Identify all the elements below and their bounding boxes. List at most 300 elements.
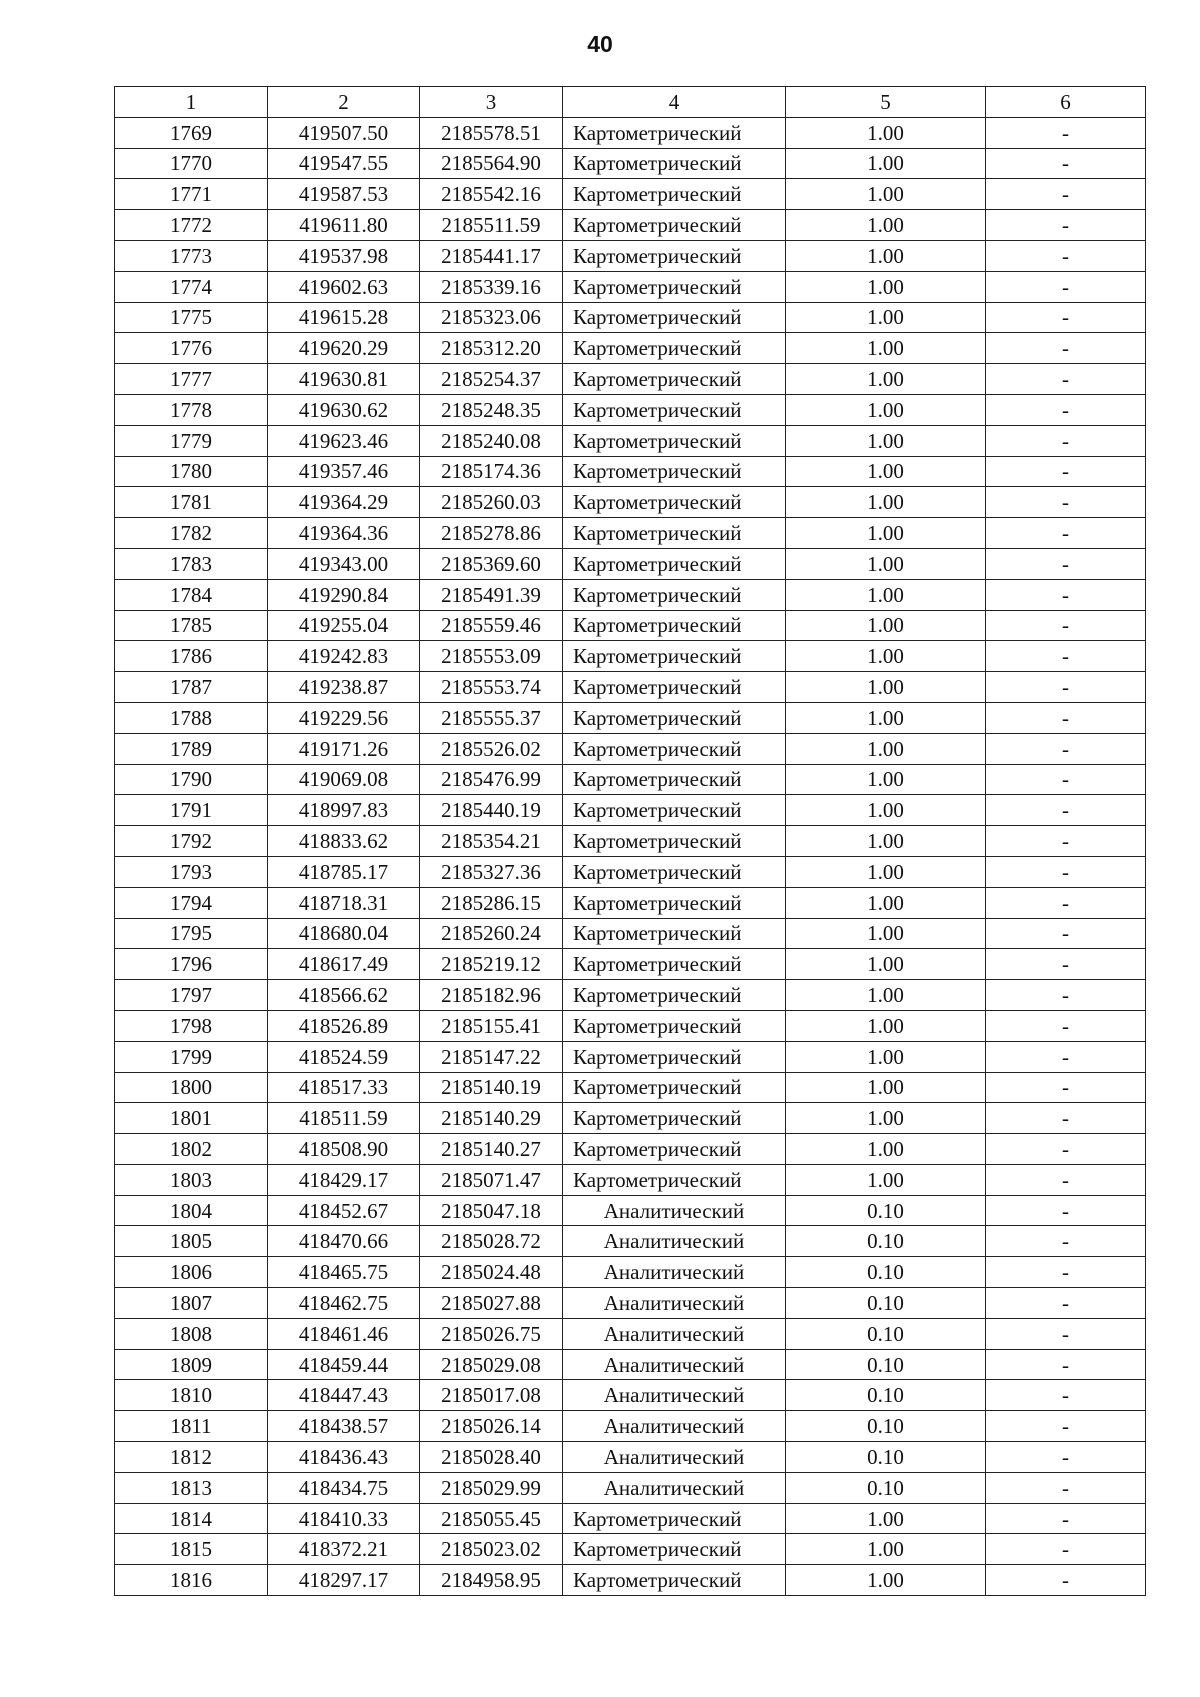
cell-coord-y: 2185174.36 xyxy=(420,456,563,487)
cell-point-number: 1797 xyxy=(115,980,268,1011)
cell-method: Картометрический xyxy=(563,1010,786,1041)
cell-coord-x: 418718.31 xyxy=(268,887,420,918)
cell-point-number: 1805 xyxy=(115,1226,268,1257)
cell-point-number: 1804 xyxy=(115,1195,268,1226)
cell-coord-y: 2185542.16 xyxy=(420,179,563,210)
cell-accuracy: 1.00 xyxy=(786,210,986,241)
cell-coord-y: 2185027.88 xyxy=(420,1288,563,1319)
cell-accuracy: 1.00 xyxy=(786,1103,986,1134)
cell-note: - xyxy=(986,487,1146,518)
cell-coord-y: 2185354.21 xyxy=(420,826,563,857)
cell-note: - xyxy=(986,364,1146,395)
cell-point-number: 1807 xyxy=(115,1288,268,1319)
cell-coord-y: 2185526.02 xyxy=(420,733,563,764)
cell-point-number: 1796 xyxy=(115,949,268,980)
cell-point-number: 1774 xyxy=(115,271,268,302)
header-cell-4: 4 xyxy=(563,87,786,118)
table-row xyxy=(115,302,1146,333)
cell-point-number: 1776 xyxy=(115,333,268,364)
cell-method: Картометрический xyxy=(563,610,786,641)
cell-accuracy: 1.00 xyxy=(786,795,986,826)
cell-coord-y: 2185028.72 xyxy=(420,1226,563,1257)
cell-accuracy: 1.00 xyxy=(786,1041,986,1072)
cell-accuracy: 1.00 xyxy=(786,394,986,425)
cell-coord-y: 2185182.96 xyxy=(420,980,563,1011)
cell-method: Картометрический xyxy=(563,487,786,518)
cell-coord-y: 2185339.16 xyxy=(420,271,563,302)
cell-point-number: 1811 xyxy=(115,1411,268,1442)
cell-method: Картометрический xyxy=(563,702,786,733)
cell-accuracy: 1.00 xyxy=(786,487,986,518)
cell-point-number: 1777 xyxy=(115,364,268,395)
cell-coord-x: 419623.46 xyxy=(268,425,420,456)
cell-accuracy: 1.00 xyxy=(786,949,986,980)
table-header xyxy=(115,87,1146,118)
cell-point-number: 1772 xyxy=(115,210,268,241)
cell-point-number: 1779 xyxy=(115,425,268,456)
cell-point-number: 1782 xyxy=(115,518,268,549)
cell-note: - xyxy=(986,672,1146,703)
cell-coord-x: 419364.29 xyxy=(268,487,420,518)
cell-method: Картометрический xyxy=(563,641,786,672)
cell-note: - xyxy=(986,1380,1146,1411)
cell-accuracy: 1.00 xyxy=(786,271,986,302)
cell-method: Картометрический xyxy=(563,425,786,456)
table-row xyxy=(115,179,1146,210)
table-row xyxy=(115,887,1146,918)
cell-accuracy: 0.10 xyxy=(786,1195,986,1226)
cell-method: Картометрический xyxy=(563,1072,786,1103)
table-row xyxy=(115,641,1146,672)
cell-point-number: 1799 xyxy=(115,1041,268,1072)
cell-coord-x: 419630.62 xyxy=(268,394,420,425)
cell-method: Картометрический xyxy=(563,456,786,487)
cell-method: Картометрический xyxy=(563,518,786,549)
cell-note: - xyxy=(986,1565,1146,1596)
cell-coord-x: 419364.36 xyxy=(268,518,420,549)
cell-coord-x: 418470.66 xyxy=(268,1226,420,1257)
cell-coord-x: 419255.04 xyxy=(268,610,420,641)
cell-point-number: 1802 xyxy=(115,1134,268,1165)
cell-note: - xyxy=(986,179,1146,210)
cell-coord-x: 419602.63 xyxy=(268,271,420,302)
cell-note: - xyxy=(986,394,1146,425)
cell-coord-x: 418434.75 xyxy=(268,1472,420,1503)
cell-accuracy: 1.00 xyxy=(786,179,986,210)
cell-point-number: 1787 xyxy=(115,672,268,703)
cell-coord-y: 2185028.40 xyxy=(420,1442,563,1473)
table-row xyxy=(115,456,1146,487)
cell-accuracy: 1.00 xyxy=(786,240,986,271)
cell-coord-y: 2185260.03 xyxy=(420,487,563,518)
table-row xyxy=(115,1041,1146,1072)
cell-coord-y: 2185564.90 xyxy=(420,148,563,179)
cell-coord-x: 418372.21 xyxy=(268,1534,420,1565)
cell-coord-y: 2185553.09 xyxy=(420,641,563,672)
cell-point-number: 1809 xyxy=(115,1349,268,1380)
cell-coord-y: 2185441.17 xyxy=(420,240,563,271)
cell-method: Картометрический xyxy=(563,980,786,1011)
cell-coord-x: 418511.59 xyxy=(268,1103,420,1134)
cell-point-number: 1791 xyxy=(115,795,268,826)
cell-method: Картометрический xyxy=(563,1134,786,1165)
cell-coord-y: 2185029.99 xyxy=(420,1472,563,1503)
cell-coord-y: 2185476.99 xyxy=(420,764,563,795)
table-row xyxy=(115,980,1146,1011)
cell-point-number: 1800 xyxy=(115,1072,268,1103)
cell-note: - xyxy=(986,1103,1146,1134)
cell-note: - xyxy=(986,1442,1146,1473)
cell-coord-x: 418566.62 xyxy=(268,980,420,1011)
cell-accuracy: 1.00 xyxy=(786,1164,986,1195)
cell-note: - xyxy=(986,641,1146,672)
cell-method: Картометрический xyxy=(563,148,786,179)
cell-accuracy: 0.10 xyxy=(786,1411,986,1442)
cell-accuracy: 1.00 xyxy=(786,733,986,764)
cell-accuracy: 0.10 xyxy=(786,1257,986,1288)
cell-coord-x: 419620.29 xyxy=(268,333,420,364)
cell-accuracy: 1.00 xyxy=(786,364,986,395)
cell-point-number: 1793 xyxy=(115,856,268,887)
cell-coord-y: 2185248.35 xyxy=(420,394,563,425)
cell-coord-x: 418297.17 xyxy=(268,1565,420,1596)
cell-coord-y: 2185254.37 xyxy=(420,364,563,395)
cell-accuracy: 0.10 xyxy=(786,1380,986,1411)
cell-coord-x: 418833.62 xyxy=(268,826,420,857)
cell-note: - xyxy=(986,795,1146,826)
table-row xyxy=(115,548,1146,579)
cell-point-number: 1813 xyxy=(115,1472,268,1503)
cell-coord-y: 2184958.95 xyxy=(420,1565,563,1596)
cell-accuracy: 1.00 xyxy=(786,641,986,672)
cell-coord-y: 2185327.36 xyxy=(420,856,563,887)
cell-point-number: 1780 xyxy=(115,456,268,487)
cell-note: - xyxy=(986,1164,1146,1195)
cell-method: Картометрический xyxy=(563,764,786,795)
cell-accuracy: 1.00 xyxy=(786,764,986,795)
header-cell-1: 1 xyxy=(115,87,268,118)
table-row xyxy=(115,394,1146,425)
cell-note: - xyxy=(986,764,1146,795)
cell-note: - xyxy=(986,240,1146,271)
cell-coord-y: 2185071.47 xyxy=(420,1164,563,1195)
cell-coord-x: 418459.44 xyxy=(268,1349,420,1380)
cell-accuracy: 1.00 xyxy=(786,610,986,641)
cell-coord-x: 418462.75 xyxy=(268,1288,420,1319)
cell-method: Картометрический xyxy=(563,1503,786,1534)
cell-coord-y: 2185026.14 xyxy=(420,1411,563,1442)
cell-point-number: 1771 xyxy=(115,179,268,210)
cell-accuracy: 1.00 xyxy=(786,579,986,610)
cell-coord-y: 2185140.19 xyxy=(420,1072,563,1103)
cell-coord-x: 419171.26 xyxy=(268,733,420,764)
cell-coord-x: 418524.59 xyxy=(268,1041,420,1072)
table-row xyxy=(115,1503,1146,1534)
cell-coord-x: 418680.04 xyxy=(268,918,420,949)
cell-accuracy: 1.00 xyxy=(786,117,986,148)
cell-coord-y: 2185440.19 xyxy=(420,795,563,826)
page-number: 40 xyxy=(587,31,613,57)
cell-coord-x: 419343.00 xyxy=(268,548,420,579)
cell-point-number: 1810 xyxy=(115,1380,268,1411)
cell-accuracy: 1.00 xyxy=(786,702,986,733)
cell-accuracy: 1.00 xyxy=(786,826,986,857)
cell-method: Картометрический xyxy=(563,302,786,333)
cell-accuracy: 1.00 xyxy=(786,548,986,579)
cell-accuracy: 1.00 xyxy=(786,1010,986,1041)
cell-note: - xyxy=(986,1318,1146,1349)
table-row xyxy=(115,333,1146,364)
header-cell-3: 3 xyxy=(420,87,563,118)
cell-coord-y: 2185240.08 xyxy=(420,425,563,456)
cell-note: - xyxy=(986,856,1146,887)
table-row xyxy=(115,240,1146,271)
table-row xyxy=(115,733,1146,764)
table-row xyxy=(115,1565,1146,1596)
cell-accuracy: 1.00 xyxy=(786,333,986,364)
table-row xyxy=(115,702,1146,733)
table-row xyxy=(115,518,1146,549)
cell-note: - xyxy=(986,1411,1146,1442)
cell-note: - xyxy=(986,949,1146,980)
cell-coord-y: 2185559.46 xyxy=(420,610,563,641)
cell-method: Картометрический xyxy=(563,826,786,857)
cell-accuracy: 0.10 xyxy=(786,1318,986,1349)
table-row xyxy=(115,1103,1146,1134)
cell-method: Аналитический xyxy=(563,1257,786,1288)
cell-note: - xyxy=(986,302,1146,333)
cell-note: - xyxy=(986,1010,1146,1041)
cell-coord-x: 419630.81 xyxy=(268,364,420,395)
cell-method: Картометрический xyxy=(563,1164,786,1195)
table-row xyxy=(115,610,1146,641)
cell-coord-x: 419069.08 xyxy=(268,764,420,795)
table-row xyxy=(115,1442,1146,1473)
cell-coord-x: 418429.17 xyxy=(268,1164,420,1195)
table-row xyxy=(115,1318,1146,1349)
cell-accuracy: 1.00 xyxy=(786,672,986,703)
cell-coord-y: 2185219.12 xyxy=(420,949,563,980)
cell-note: - xyxy=(986,1195,1146,1226)
table-row xyxy=(115,795,1146,826)
cell-point-number: 1778 xyxy=(115,394,268,425)
cell-coord-y: 2185555.37 xyxy=(420,702,563,733)
cell-method: Картометрический xyxy=(563,210,786,241)
table-row xyxy=(115,949,1146,980)
cell-accuracy: 0.10 xyxy=(786,1472,986,1503)
cell-accuracy: 1.00 xyxy=(786,1134,986,1165)
cell-coord-y: 2185140.27 xyxy=(420,1134,563,1165)
table-row xyxy=(115,487,1146,518)
cell-point-number: 1770 xyxy=(115,148,268,179)
cell-accuracy: 1.00 xyxy=(786,456,986,487)
cell-accuracy: 1.00 xyxy=(786,980,986,1011)
table-row xyxy=(115,1349,1146,1380)
cell-method: Картометрический xyxy=(563,856,786,887)
cell-note: - xyxy=(986,1226,1146,1257)
table-row xyxy=(115,1472,1146,1503)
cell-coord-y: 2185029.08 xyxy=(420,1349,563,1380)
table-row xyxy=(115,1134,1146,1165)
cell-coord-y: 2185147.22 xyxy=(420,1041,563,1072)
cell-coord-x: 419229.56 xyxy=(268,702,420,733)
cell-point-number: 1798 xyxy=(115,1010,268,1041)
table-row xyxy=(115,425,1146,456)
cell-coord-y: 2185155.41 xyxy=(420,1010,563,1041)
cell-note: - xyxy=(986,826,1146,857)
cell-note: - xyxy=(986,1503,1146,1534)
cell-coord-y: 2185312.20 xyxy=(420,333,563,364)
cell-accuracy: 0.10 xyxy=(786,1226,986,1257)
cell-coord-x: 419238.87 xyxy=(268,672,420,703)
cell-accuracy: 0.10 xyxy=(786,1349,986,1380)
cell-coord-x: 419611.80 xyxy=(268,210,420,241)
table-row xyxy=(115,579,1146,610)
cell-method: Картометрический xyxy=(563,364,786,395)
cell-method: Картометрический xyxy=(563,548,786,579)
cell-accuracy: 1.00 xyxy=(786,302,986,333)
cell-coord-x: 418997.83 xyxy=(268,795,420,826)
cell-coord-x: 418438.57 xyxy=(268,1411,420,1442)
cell-accuracy: 1.00 xyxy=(786,1565,986,1596)
cell-coord-x: 418785.17 xyxy=(268,856,420,887)
table-row xyxy=(115,271,1146,302)
cell-point-number: 1801 xyxy=(115,1103,268,1134)
cell-point-number: 1803 xyxy=(115,1164,268,1195)
cell-point-number: 1808 xyxy=(115,1318,268,1349)
cell-method: Картометрический xyxy=(563,918,786,949)
cell-coord-x: 419537.98 xyxy=(268,240,420,271)
cell-coord-x: 419242.83 xyxy=(268,641,420,672)
cell-coord-y: 2185369.60 xyxy=(420,548,563,579)
cell-accuracy: 1.00 xyxy=(786,887,986,918)
cell-coord-y: 2185024.48 xyxy=(420,1257,563,1288)
cell-accuracy: 0.10 xyxy=(786,1288,986,1319)
table-row xyxy=(115,1226,1146,1257)
cell-coord-y: 2185017.08 xyxy=(420,1380,563,1411)
table-row xyxy=(115,1257,1146,1288)
cell-accuracy: 1.00 xyxy=(786,1503,986,1534)
cell-method: Аналитический xyxy=(563,1442,786,1473)
cell-method: Аналитический xyxy=(563,1226,786,1257)
cell-note: - xyxy=(986,1534,1146,1565)
table-row xyxy=(115,826,1146,857)
cell-note: - xyxy=(986,1257,1146,1288)
cell-method: Картометрический xyxy=(563,579,786,610)
cell-coord-y: 2185260.24 xyxy=(420,918,563,949)
cell-coord-y: 2185278.86 xyxy=(420,518,563,549)
cell-note: - xyxy=(986,1288,1146,1319)
coordinates-table xyxy=(114,86,1146,1596)
cell-method: Картометрический xyxy=(563,949,786,980)
table-row xyxy=(115,117,1146,148)
cell-coord-y: 2185055.45 xyxy=(420,1503,563,1534)
cell-coord-y: 2185491.39 xyxy=(420,579,563,610)
table-row xyxy=(115,1010,1146,1041)
cell-method: Картометрический xyxy=(563,240,786,271)
cell-note: - xyxy=(986,1349,1146,1380)
cell-coord-x: 418617.49 xyxy=(268,949,420,980)
cell-coord-y: 2185323.06 xyxy=(420,302,563,333)
cell-point-number: 1792 xyxy=(115,826,268,857)
header-cell-6: 6 xyxy=(986,87,1146,118)
cell-method: Картометрический xyxy=(563,1041,786,1072)
cell-point-number: 1812 xyxy=(115,1442,268,1473)
table-row xyxy=(115,148,1146,179)
cell-point-number: 1790 xyxy=(115,764,268,795)
cell-coord-x: 418508.90 xyxy=(268,1134,420,1165)
table-row xyxy=(115,364,1146,395)
cell-note: - xyxy=(986,1041,1146,1072)
cell-coord-y: 2185578.51 xyxy=(420,117,563,148)
cell-note: - xyxy=(986,918,1146,949)
cell-method: Картометрический xyxy=(563,271,786,302)
cell-method: Картометрический xyxy=(563,117,786,148)
table-row xyxy=(115,856,1146,887)
cell-method: Аналитический xyxy=(563,1195,786,1226)
cell-method: Картометрический xyxy=(563,1103,786,1134)
table-row xyxy=(115,210,1146,241)
cell-note: - xyxy=(986,1072,1146,1103)
cell-coord-x: 418461.46 xyxy=(268,1318,420,1349)
cell-accuracy: 1.00 xyxy=(786,1072,986,1103)
cell-note: - xyxy=(986,980,1146,1011)
cell-coord-x: 419507.50 xyxy=(268,117,420,148)
cell-method: Картометрический xyxy=(563,1534,786,1565)
cell-note: - xyxy=(986,579,1146,610)
cell-coord-x: 418436.43 xyxy=(268,1442,420,1473)
cell-coord-y: 2185047.18 xyxy=(420,1195,563,1226)
table-row xyxy=(115,918,1146,949)
cell-point-number: 1785 xyxy=(115,610,268,641)
cell-coord-y: 2185553.74 xyxy=(420,672,563,703)
cell-method: Аналитический xyxy=(563,1411,786,1442)
cell-point-number: 1781 xyxy=(115,487,268,518)
cell-point-number: 1783 xyxy=(115,548,268,579)
cell-coord-x: 419615.28 xyxy=(268,302,420,333)
cell-accuracy: 0.10 xyxy=(786,1442,986,1473)
cell-method: Картометрический xyxy=(563,333,786,364)
cell-point-number: 1789 xyxy=(115,733,268,764)
cell-accuracy: 1.00 xyxy=(786,1534,986,1565)
cell-note: - xyxy=(986,702,1146,733)
cell-point-number: 1786 xyxy=(115,641,268,672)
cell-point-number: 1814 xyxy=(115,1503,268,1534)
cell-note: - xyxy=(986,271,1146,302)
cell-point-number: 1794 xyxy=(115,887,268,918)
table-row xyxy=(115,672,1146,703)
cell-note: - xyxy=(986,518,1146,549)
cell-method: Картометрический xyxy=(563,179,786,210)
table-row xyxy=(115,764,1146,795)
table-row xyxy=(115,1534,1146,1565)
cell-note: - xyxy=(986,148,1146,179)
table-row xyxy=(115,1288,1146,1319)
header-cell-2: 2 xyxy=(268,87,420,118)
cell-note: - xyxy=(986,117,1146,148)
cell-point-number: 1806 xyxy=(115,1257,268,1288)
cell-coord-y: 2185286.15 xyxy=(420,887,563,918)
cell-note: - xyxy=(986,1134,1146,1165)
cell-accuracy: 1.00 xyxy=(786,148,986,179)
table-row xyxy=(115,1195,1146,1226)
cell-note: - xyxy=(986,425,1146,456)
cell-coord-x: 418410.33 xyxy=(268,1503,420,1534)
table-row xyxy=(115,1164,1146,1195)
cell-point-number: 1784 xyxy=(115,579,268,610)
cell-coord-x: 419547.55 xyxy=(268,148,420,179)
cell-point-number: 1816 xyxy=(115,1565,268,1596)
